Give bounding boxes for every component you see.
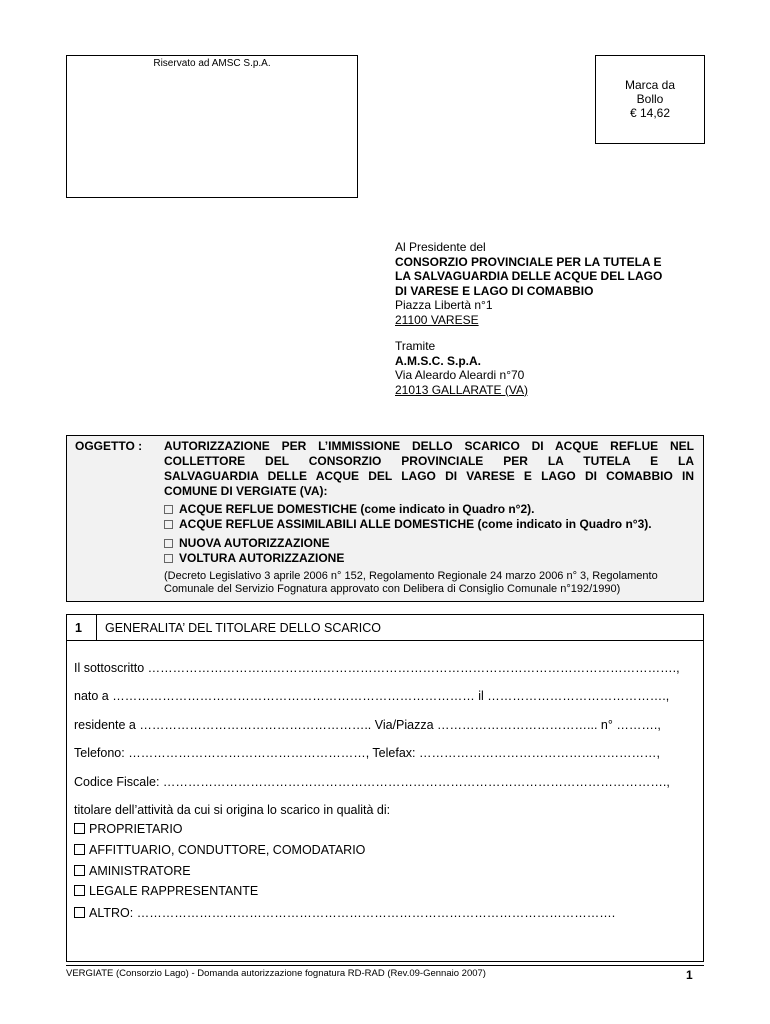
recipient-intro: Al Presidente del [395, 240, 486, 254]
checkbox-icon[interactable] [74, 865, 85, 876]
footer-rule [66, 965, 704, 966]
checkbox-icon[interactable] [164, 520, 173, 529]
recipient-city: 21100 VARESE [395, 312, 479, 327]
page-number: 1 [686, 968, 693, 982]
section-number: 1 [75, 621, 82, 635]
option-new[interactable] [164, 536, 694, 551]
recipient-name-2: LA SALVAGUARDIA DELLE ACQUE DEL LAGO [395, 269, 663, 283]
via-city: 21013 GALLARATE (VA) [395, 382, 528, 397]
checkbox-icon[interactable] [164, 554, 173, 563]
reserved-label: Riservato ad AMSC S.p.A. [153, 58, 271, 69]
via-address [395, 339, 715, 397]
option-transfer-label: VOLTURA AUTORIZZAZIONE [179, 551, 345, 565]
checkbox-icon[interactable] [164, 539, 173, 548]
subject-line-3: SALVAGUARDIA DELLE ACQUE DEL LAGO DI VARESE E LAGO DI COMABBIO IN [164, 469, 694, 483]
role-affittuario[interactable] [74, 843, 365, 857]
decree-line-2: Comunale del Servizio Fognatura approvato con Delibera di Consiglio Comunale n°192/1990) [164, 583, 621, 595]
recipient-address [395, 240, 715, 327]
stamp-line1: Marca da [624, 78, 676, 92]
role-altro[interactable] [74, 906, 699, 920]
subject-box [66, 435, 704, 602]
option-transfer[interactable] [164, 551, 694, 566]
field-nato[interactable]: nato a …………………………………………………………………………… il ……………………………………., [74, 689, 670, 703]
footer-text: VERGIATE (Consorzio Lago) - Domanda autorizzazione fognatura RD-RAD (Rev.09-Gennaio 2007) [66, 968, 486, 979]
option-assimilated[interactable] [164, 517, 694, 532]
subject-label: OGGETTO : [75, 439, 143, 453]
role-label: ALTRO: ……………………………………………………………………………………………………. [89, 906, 616, 920]
stamp-line3: € 14,62 [629, 106, 671, 120]
via-street: Via Aleardo Aleardi n°70 [395, 368, 525, 382]
recipient-name-3: DI VARESE E LAGO DI COMABBIO [395, 283, 594, 298]
subject-line-2: COLLETTORE DEL CONSORZIO PROVINCIALE PER LA TUTELA E LA [164, 454, 694, 468]
role-label: LEGALE RAPPRESENTANTE [89, 884, 259, 898]
checkbox-icon[interactable] [74, 823, 85, 834]
role-legale[interactable] [74, 884, 258, 898]
stamp-line2: Bollo [636, 92, 664, 106]
role-amministratore[interactable] [74, 864, 191, 878]
via-name: A.M.S.C. S.p.A. [395, 353, 482, 368]
subject-line-4: COMUNE DI VERGIATE (VA): [164, 484, 328, 498]
decree-line-1: (Decreto Legislativo 3 aprile 2006 n° 152, Regolamento Regionale 24 marzo 2006 n° 3, Regolamento [164, 570, 658, 582]
field-codice-fiscale[interactable]: Codice Fiscale: …………………………………………………………………………………………………………., [74, 775, 670, 789]
checkbox-icon[interactable] [74, 844, 85, 855]
section-header [67, 615, 703, 641]
field-residente[interactable]: residente a ……………………………………………….. Via/Piazza ………………………………... n° ………., [74, 718, 661, 732]
role-proprietario[interactable] [74, 822, 183, 836]
option-new-label: NUOVA AUTORIZZAZIONE [179, 536, 330, 550]
role-label: PROPRIETARIO [89, 822, 183, 836]
option-domestic[interactable] [164, 502, 694, 517]
option-domestic-label: ACQUE REFLUE DOMESTICHE (come indicato in Quadro n°2). [179, 502, 535, 516]
field-telefono[interactable]: Telefono: …………………………………………………, Telefax: …………………………………………………, [74, 746, 660, 760]
section-1 [66, 614, 704, 962]
via-intro: Tramite [395, 339, 436, 353]
recipient-name-1: CONSORZIO PROVINCIALE PER LA TUTELA E [395, 254, 662, 269]
checkbox-icon[interactable] [74, 885, 85, 896]
subject-line-1: AUTORIZZAZIONE PER L’IMMISSIONE DELLO SCARICO DI ACQUE REFLUE NEL [164, 439, 694, 453]
subject-content [164, 439, 694, 596]
reserved-box [66, 55, 358, 198]
field-sottoscritto[interactable]: Il sottoscritto ………………………………………………………………………………………………………………., [74, 661, 680, 675]
section-title: GENERALITA’ DEL TITOLARE DELLO SCARICO [105, 621, 382, 635]
recipient-street: Piazza Libertà n°1 [395, 298, 493, 312]
titolare-label: titolare dell’attività da cui si origina lo scarico in qualità di: [74, 803, 391, 817]
checkbox-icon[interactable] [164, 505, 173, 514]
stamp-box [595, 55, 705, 144]
role-label: AMINISTRATORE [89, 864, 191, 878]
checkbox-icon[interactable] [74, 907, 85, 918]
section-divider [96, 615, 97, 640]
option-assimilated-label: ACQUE REFLUE ASSIMILABILI ALLE DOMESTICHE (come indicato in Quadro n°3). [179, 517, 652, 531]
role-label: AFFITTUARIO, CONDUTTORE, COMODATARIO [89, 843, 366, 857]
